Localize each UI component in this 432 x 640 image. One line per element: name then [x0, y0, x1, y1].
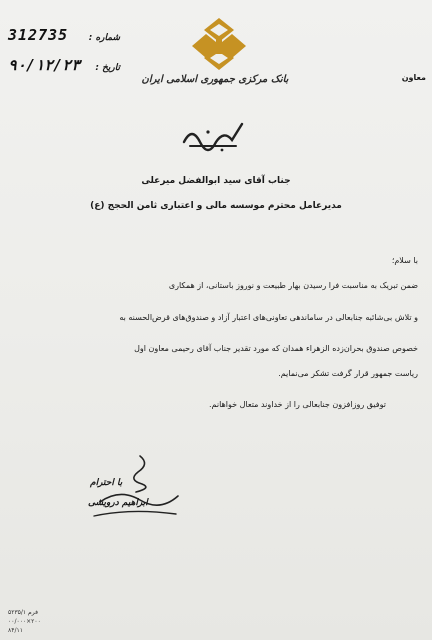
footer-print-run: ۰۰/۰۰۰×۲۰۰	[8, 618, 41, 625]
signatory-name: ابراهیم درویشی	[88, 498, 148, 508]
letter-date-label: تاریخ :	[95, 63, 120, 73]
body-line: ریاست جمهور قرار گرفت تشکر می‌نمایم.	[278, 369, 418, 378]
letter-date-field	[8, 56, 120, 74]
body-line: توفیق روزافزون جنابعالی را از خداوند متعال خواهانم.	[209, 400, 386, 409]
letter-number-field	[8, 26, 120, 44]
salutation: با سلام؛	[391, 256, 418, 265]
letter-number-value: 312735	[8, 26, 69, 44]
attachment-label: معاون	[401, 73, 426, 82]
body-line: و تلاش بی‌شائبه جنابعالی در ساماندهی تعاونی‌های اعتبار آزاد و صندوق‌های قرض‌الحسنه به	[119, 313, 418, 322]
handwritten-signature	[80, 452, 190, 528]
footer-form-date: ۸۴/۱۱	[8, 627, 23, 634]
signature-closing: با احترام	[90, 478, 123, 488]
body-line: ضمن تبریک به مناسبت فرا رسیدن بهار طبیعت و نوروز باستانی، از همکاری	[168, 281, 418, 290]
footer-form-number: فرم ۵۲۳۵/۱	[8, 609, 38, 616]
basmala-calligraphy	[178, 118, 248, 154]
bank-logo-icon	[190, 16, 248, 72]
recipient-name: جناب آقای سید ابوالفضل میرعلی	[141, 176, 291, 186]
recipient-title: مدیرعامل محترم موسسه مالی و اعتباری ثامن الحجج (ع)	[90, 201, 342, 211]
body-line: خصوص صندوق بحران‌زده الزهراء همدان که مورد تقدیر جناب آقای رحیمی معاون اول	[134, 344, 418, 353]
letter-date-value: ۹۰/۱۲/۲۳	[8, 56, 81, 74]
form-footer	[8, 608, 41, 635]
letter-number-label: شماره :	[88, 33, 120, 43]
bank-name: بانک مرکزی جمهوری اسلامی ایران	[141, 74, 289, 85]
